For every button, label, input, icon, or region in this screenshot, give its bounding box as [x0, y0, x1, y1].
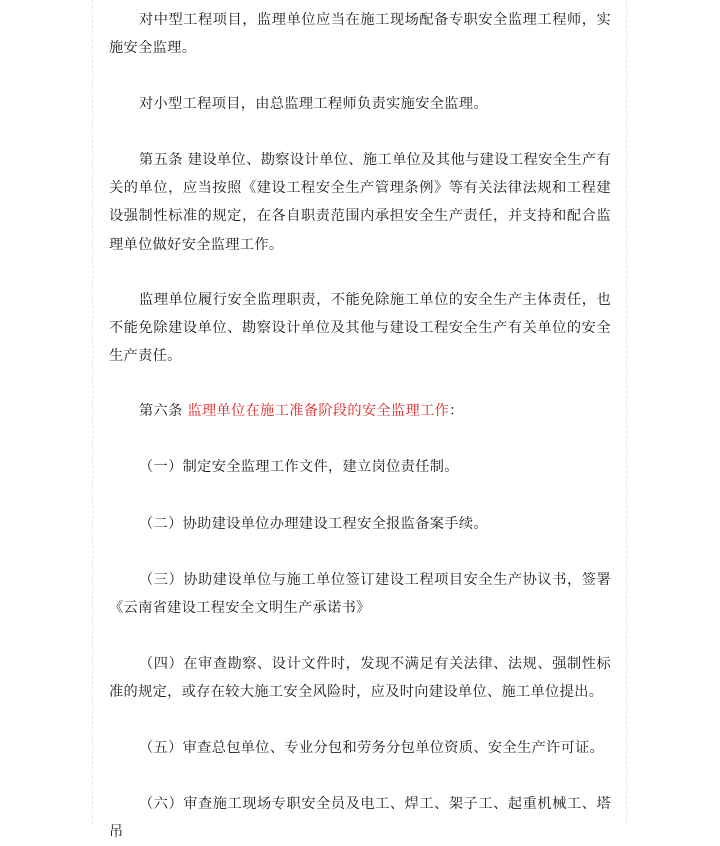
list-item-2: （二）协助建设单位办理建设工程安全报监备案手续。: [139, 516, 488, 532]
list-item-6: （六）审查施工现场专职安全员及电工、焊工、架子工、起重机械工、塔吊: [109, 796, 611, 841]
paragraph-article-5: 第五条 建设单位、勘察设计单位、施工单位及其他与建设工程安全生产有关的单位，应当按照《建设工程安全生产管理条例》等有关法律法规和工程建设强制性标准的规定，在各自职责范围内承担安全生产责任，并支持和配合监理单位做好安全监理工作。: [109, 152, 611, 253]
article-6-prefix: 第六条: [139, 403, 188, 419]
paragraph-medium-projects: 对中型工程项目，监理单位应当在施工现场配备专职安全监理工程师，实施安全监理。: [109, 12, 611, 57]
article-6-highlight: 监理单位在施工准备阶段的安全监理工作: [187, 403, 450, 419]
article-6-suffix: ：: [449, 403, 464, 419]
list-item-5: （五）审查总包单位、专业分包和劳务分包单位资质、安全生产许可证。: [139, 740, 605, 756]
paragraph-supervision-duty: 监理单位履行安全监理职责，不能免除施工单位的安全生产主体责任，也不能免除建设单位、勘察设计单位及其他与建设工程安全生产有关单位的安全生产责任。: [109, 292, 611, 365]
paragraph-article-6: [109, 397, 611, 425]
right-margin-guide: [626, 0, 627, 824]
left-margin-guide: [92, 0, 93, 824]
list-item-1: （一）制定安全监理工作文件，建立岗位责任制。: [139, 459, 459, 475]
list-item-4: （四）在审查勘察、设计文件时，发现不满足有关法律、法规、强制性标准的规定，或存在较大施工安全风险时，应及时向建设单位、施工单位提出。: [109, 656, 611, 701]
paragraph-small-projects: 对小型工程项目，由总监理工程师负责实施安全监理。: [139, 96, 488, 112]
list-item-3: （三）协助建设单位与施工单位签订建设工程项目安全生产协议书，签署《云南省建设工程安全文明生产承诺书》: [109, 572, 611, 617]
